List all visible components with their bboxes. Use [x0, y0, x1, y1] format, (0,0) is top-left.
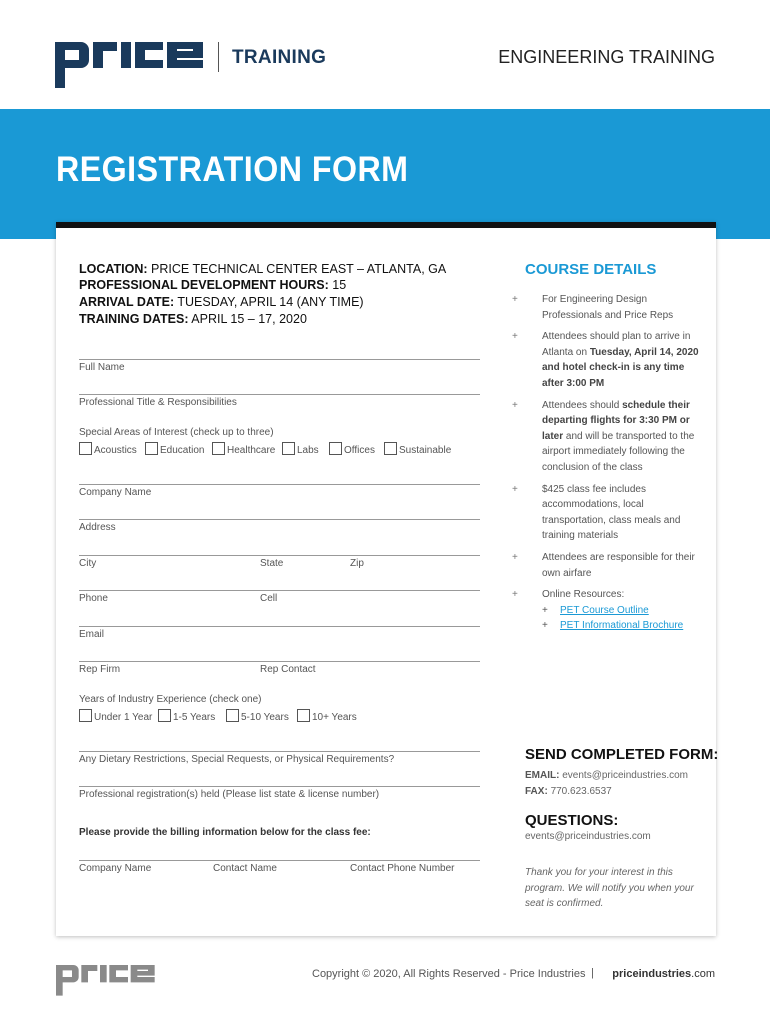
- email-field[interactable]: [79, 626, 480, 627]
- bullet-text: and will be transported to the airport immediately following the conclusion of the class: [542, 430, 695, 473]
- resource-link-item: [542, 603, 702, 619]
- zip-label: Zip: [350, 558, 364, 569]
- bullet-text: $425 class fee includes accommodations, local transportation, class meals and training materials: [542, 483, 681, 542]
- course-details-list: [512, 292, 702, 640]
- billing-company-label: Company Name: [79, 863, 152, 874]
- email-label: EMAIL:: [525, 770, 560, 781]
- brochure-link[interactable]: PET Informational Brochure: [560, 620, 684, 632]
- company-name-label: Company Name: [79, 487, 152, 498]
- bullet-text: Attendees should plan to arrive in Atlanta on: [542, 331, 691, 358]
- dietary-label: Any Dietary Restrictions, Special Requests, or Physical Requirements?: [79, 754, 395, 765]
- billing-phone-label: Contact Phone Number: [350, 863, 455, 874]
- email-label: Email: [79, 629, 105, 640]
- years-option-label: 5-10 Years: [241, 712, 289, 723]
- arrival-value: TUESDAY, APRIL 14 (ANY TIME): [177, 295, 364, 309]
- checkbox[interactable]: [384, 442, 397, 455]
- company-name-field[interactable]: [79, 484, 480, 485]
- location-value: PRICE TECHNICAL CENTER EAST – ATLANTA, GA: [151, 262, 447, 276]
- pdh-label: PROFESSIONAL DEVELOPMENT HOURS:: [79, 278, 329, 292]
- radio-box[interactable]: [158, 709, 171, 722]
- plus-icon: +: [512, 551, 518, 563]
- footer-separator: |: [591, 967, 594, 979]
- checkbox[interactable]: [212, 442, 225, 455]
- address-label: Address: [79, 522, 116, 533]
- page-title: REGISTRATION FORM: [56, 150, 409, 189]
- questions-heading: QUESTIONS:: [525, 812, 619, 829]
- list-item: [512, 292, 702, 323]
- area-acoustics[interactable]: [79, 442, 137, 456]
- years-under-1[interactable]: [79, 709, 152, 723]
- training-label: TRAINING: [232, 47, 327, 68]
- send-fax-line: [525, 786, 612, 797]
- area-label: Acoustics: [94, 445, 137, 456]
- billing-contact-label: Contact Name: [213, 863, 277, 874]
- engineering-training-label: ENGINEERING TRAINING: [498, 47, 715, 67]
- bullet-text: For Engineering Design Professionals and Price Reps: [542, 294, 674, 321]
- list-item: [512, 482, 702, 544]
- bullet-text: Attendees should: [542, 399, 623, 411]
- arrival-line: [79, 295, 364, 309]
- plus-icon: +: [512, 294, 518, 305]
- plus-icon: +: [512, 331, 518, 343]
- footer-logo-text: price: [56, 961, 58, 962]
- send-form-heading: SEND COMPLETED FORM:: [525, 746, 719, 763]
- area-offices[interactable]: [329, 442, 375, 456]
- training-dates-value: APRIL 15 – 17, 2020: [191, 312, 307, 326]
- rep-firm-label: Rep Firm: [79, 664, 121, 675]
- list-item: [512, 550, 702, 581]
- radio-box[interactable]: [297, 709, 310, 722]
- special-areas-label: Special Areas of Interest (check up to three): [79, 427, 274, 438]
- copyright: Copyright © 2020, All Rights Reserved - Price Industries: [312, 968, 586, 980]
- plus-icon: +: [542, 620, 548, 632]
- city-label: City: [79, 558, 97, 569]
- plus-icon: +: [512, 589, 518, 601]
- state-label: State: [260, 558, 284, 569]
- questions-email[interactable]: events@priceindustries.com: [525, 831, 651, 842]
- checkbox[interactable]: [282, 442, 295, 455]
- years-10-plus[interactable]: [297, 709, 357, 723]
- area-labs[interactable]: [282, 442, 319, 456]
- title-label: Professional Title & Responsibilities: [79, 397, 237, 408]
- plus-icon: +: [512, 483, 518, 495]
- plus-icon: +: [542, 604, 548, 616]
- course-details-heading: COURSE DETAILS: [525, 261, 657, 278]
- checkbox[interactable]: [329, 442, 342, 455]
- bullet-text: Attendees are responsible for their own airfare: [542, 551, 695, 579]
- arrival-label: ARRIVAL DATE:: [79, 295, 175, 309]
- email-value[interactable]: events@priceindustries.com: [562, 770, 688, 781]
- resource-link-item: [542, 618, 702, 634]
- city-state-zip-field[interactable]: [79, 555, 480, 556]
- site-bold: priceindustries: [612, 968, 692, 980]
- checkbox[interactable]: [145, 442, 158, 455]
- plus-icon: +: [512, 399, 518, 411]
- location-line: [79, 262, 446, 276]
- list-item: [512, 398, 702, 476]
- rep-contact-label: Rep Contact: [260, 664, 316, 675]
- rep-field[interactable]: [79, 661, 480, 662]
- registration-field[interactable]: [79, 786, 480, 787]
- training-dates-label: TRAINING DATES:: [79, 312, 189, 326]
- pdh-line: [79, 278, 346, 292]
- title-field[interactable]: [79, 394, 480, 395]
- list-item: [512, 587, 702, 634]
- dietary-field[interactable]: [79, 751, 480, 752]
- area-education[interactable]: [145, 442, 204, 456]
- billing-note: Please provide the billing information below for the class fee:: [79, 827, 371, 838]
- send-email-line: [525, 770, 688, 781]
- years-1-5[interactable]: [158, 709, 215, 723]
- fax-value: 770.623.6537: [550, 786, 612, 797]
- area-healthcare[interactable]: [212, 442, 275, 456]
- area-label: Labs: [297, 445, 319, 456]
- footer-price-logo: [56, 961, 156, 997]
- full-name-field[interactable]: [79, 359, 480, 360]
- phone-cell-field[interactable]: [79, 590, 480, 591]
- full-name-label: Full Name: [79, 362, 125, 373]
- years-5-10[interactable]: [226, 709, 289, 723]
- address-field[interactable]: [79, 519, 480, 520]
- years-option-label: Under 1 Year: [94, 712, 153, 723]
- bullet-bold: schedule their departing flights for 3:30 PM or later: [542, 399, 690, 442]
- fax-label: FAX:: [525, 786, 548, 797]
- price-logo: [55, 36, 205, 90]
- area-label: Sustainable: [399, 445, 452, 456]
- header-divider: [218, 42, 219, 72]
- area-label: Healthcare: [227, 445, 276, 456]
- training-dates-line: [79, 312, 307, 326]
- pdh-value: 15: [332, 278, 347, 292]
- bullet-text: Online Resources:: [542, 589, 625, 601]
- site-rest: .com: [691, 968, 715, 980]
- cell-label: Cell: [260, 593, 278, 604]
- list-item: [512, 329, 702, 391]
- phone-label: Phone: [79, 593, 108, 604]
- logo-text: price: [55, 36, 58, 37]
- years-option-label: 10+ Years: [312, 712, 357, 723]
- years-option-label: 1-5 Years: [173, 712, 216, 723]
- registration-label: Professional registration(s) held (Please list state & license number): [79, 789, 380, 800]
- bullet-bold: Tuesday, April 14, 2020 and hotel check-in is any time after 3:00 PM: [542, 346, 699, 389]
- area-label: Education: [160, 445, 205, 456]
- thank-you-note: Thank you for your interest in this program. We will notify you when your seat is confirmed.: [525, 867, 694, 910]
- years-label: Years of Industry Experience (check one): [79, 694, 262, 705]
- area-sustainable[interactable]: [384, 442, 451, 456]
- radio-box[interactable]: [226, 709, 239, 722]
- course-outline-link[interactable]: PET Course Outline: [560, 604, 649, 616]
- checkbox[interactable]: [79, 442, 92, 455]
- location-label: LOCATION:: [79, 262, 148, 276]
- billing-field[interactable]: [79, 860, 480, 861]
- website-link[interactable]: [612, 968, 715, 980]
- radio-box[interactable]: [79, 709, 92, 722]
- area-label: Offices: [344, 445, 375, 456]
